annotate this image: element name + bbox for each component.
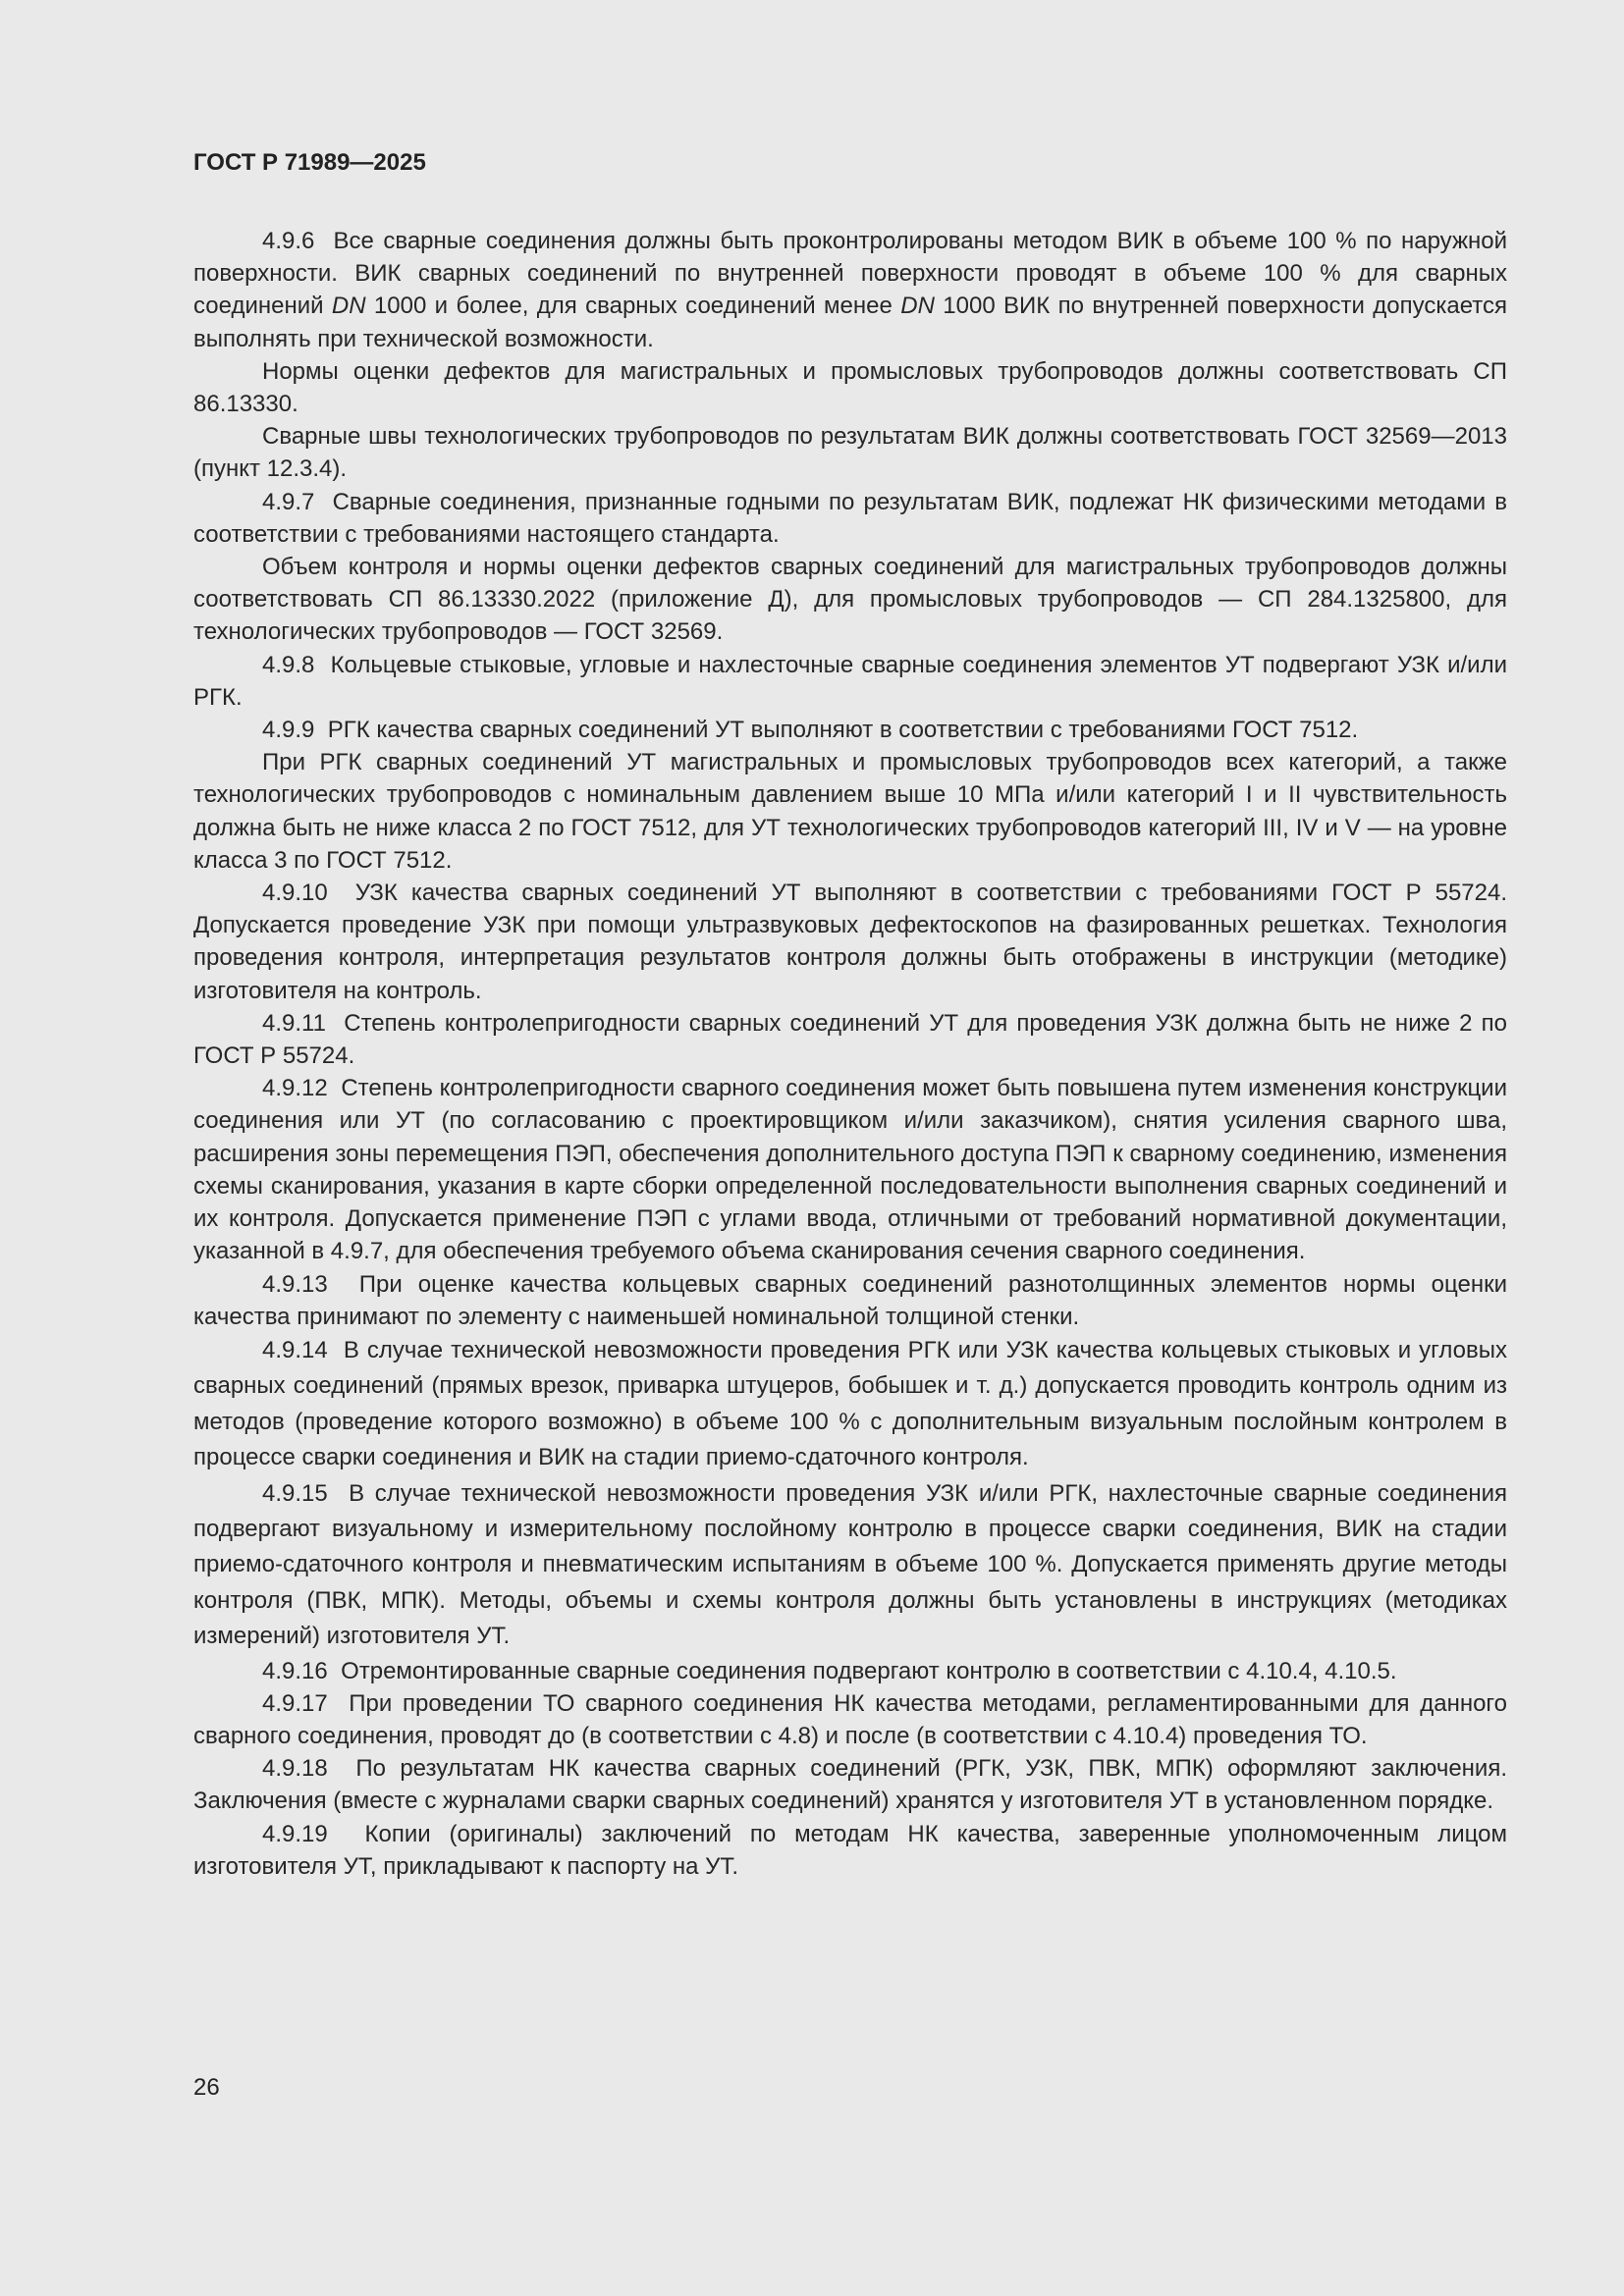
paragraph-text-italic: DN	[900, 293, 935, 320]
paragraph-text: УЗК качества сварных соединений УТ выполняют в соответствии с требованиями ГОСТ Р 55724. Допускается проведение УЗК при помощи ультразвуковых дефектоскопов на фазированных решетках. Технология проведения контроля, интерпретация результатов контроля должны быть отображены в инструкции (методике) изготовителя на контроль.	[193, 880, 1508, 1004]
paragraph-4-9-19	[193, 1818, 1507, 1883]
paragraph-text: РГК качества сварных соединений УТ выполняют в соответствии с требованиями ГОСТ 7512.	[327, 717, 1359, 744]
clause-number: 4.9.17	[262, 1689, 328, 1717]
clause-number: 4.9.8	[262, 651, 315, 678]
paragraph-text: 1000 ВИК по внутренней поверхности допускается выполнять при технической возможности.	[193, 293, 1508, 352]
paragraph-text: Степень контролепригодности сварных соединений УТ для проведения УЗК должна быть не ниже 2 по ГОСТ Р 55724.	[193, 1009, 1507, 1070]
paragraph-4-9-11	[193, 1007, 1507, 1072]
paragraph-4-9-6	[193, 225, 1507, 355]
paragraph-4-9-9	[193, 714, 1507, 746]
clause-number: 4.9.16	[262, 1657, 328, 1684]
paragraph-4-9-14	[193, 1333, 1507, 1476]
clause-number: 4.9.9	[262, 717, 315, 744]
clause-number: 4.9.7	[262, 488, 315, 515]
paragraph-text: В случае технической невозможности проведения РГК или УЗК качества кольцевых стыковых и угловых сварных соединений (прямых врезок, приварка штуцеров, бобышек и т. д.) допускается проводить контроль одним из методов (проведение которого возможно) в объеме 100 % с дополнительным визуальным послойным контролем в процессе сварки соединения и ВИК на стадии приемо-сдаточного контроля.	[193, 1336, 1507, 1471]
paragraph-text-italic: DN	[331, 293, 366, 320]
paragraph-text: При РГК сварных соединений УТ магистральных и промысловых трубопроводов всех категорий, а также технологических трубопроводов с номинальным давлением выше 10 МПа и/или категорий I и II чувствительность должна быть не ниже класса 2 по ГОСТ 7512, для УТ технологических трубопроводов категорий III, IV и V — на уровне класса 3 по ГОСТ 7512.	[193, 749, 1507, 874]
paragraph-text: Копии (оригиналы) заключений по методам НК качества, заверенные уполномоченным лицом изготовителя УТ, прикладывают к паспорту на УТ.	[193, 1820, 1508, 1880]
paragraph-4-9-17	[193, 1687, 1507, 1752]
paragraph-4-9-7	[193, 486, 1507, 551]
document-header: ГОСТ Р 71989—2025	[193, 149, 426, 176]
paragraph-4-9-13	[193, 1268, 1507, 1333]
paragraph	[193, 355, 1507, 420]
paragraph	[193, 746, 1507, 877]
document-body	[193, 225, 1507, 1883]
paragraph-text: Степень контролепригодности сварного соединения может быть повышена путем изменения конструкции соединения или УТ (по согласованию с проектировщиком и/или заказчиком), снятия усиления сварного шва, расширения зоны перемещения ПЭП, обеспечения дополнительного доступа ПЭП к сварному соединению, изменения схемы сканирования, указания в карте сборки определенной последовательности выполнения сварных соединений и их контроля. Допускается применение ПЭП с углами ввода, отличными от требований нормативной документации, указанной в 4.9.7, для обеспечения требуемого объема сканирования сечения сварного соединения.	[193, 1075, 1507, 1265]
page-number: 26	[193, 2074, 220, 2101]
paragraph-text: В случае технической невозможности проведения УЗК и/или РГК, нахлесточные сварные соединения подвергают визуальному и измерительному послойному контролю в процессе сварки соединения, ВИК на стадии приемо-сдаточного контроля и пневматическим испытаниям в объеме 100 %. Допускается применять другие методы контроля (ПВК, МПК). Методы, объемы и схемы контроля должны быть установлены в инструкциях (методиках измерений) изготовителя УТ.	[193, 1479, 1507, 1650]
paragraph-text: 1000 и более, для сварных соединений менее	[365, 293, 901, 320]
paragraph-text: При оценке качества кольцевых сварных соединений разнотолщинных элементов нормы оценки качества принимают по элементу с наименьшей номинальной толщиной стенки.	[193, 1270, 1507, 1330]
clause-number: 4.9.13	[262, 1270, 328, 1298]
paragraph-4-9-10	[193, 877, 1507, 1007]
paragraph-text: Сварные швы технологических трубопроводов по результатам ВИК должны соответствовать ГОСТ 32569—2013 (пункт 12.3.4).	[193, 423, 1507, 483]
clause-number: 4.9.14	[262, 1336, 328, 1363]
clause-number: 4.9.10	[262, 880, 328, 907]
clause-number: 4.9.19	[262, 1820, 328, 1847]
paragraph-4-9-15	[193, 1476, 1507, 1655]
paragraph	[193, 551, 1507, 649]
paragraph-text: Нормы оценки дефектов для магистральных и промысловых трубопроводов должны соответствовать СП 86.13330.	[193, 357, 1507, 418]
paragraph-4-9-12	[193, 1072, 1507, 1267]
clause-number: 4.9.18	[262, 1755, 328, 1783]
paragraph-text: Объем контроля и нормы оценки дефектов сварных соединений для магистральных трубопроводов должны соответствовать СП 86.13330.2022 (приложение Д), для промысловых трубопроводов — СП 284.1325800, для технологических трубопроводов — ГОСТ 32569.	[193, 554, 1507, 646]
paragraph-text: При проведении ТО сварного соединения НК качества методами, регламентированными для данного сварного соединения, проводят до (в соответствии с 4.8) и после (в соответствии с 4.10.4) проведения ТО.	[193, 1689, 1507, 1749]
paragraph-text: Кольцевые стыковые, угловые и нахлесточные сварные соединения элементов УТ подвергают УЗК и/или РГК.	[193, 651, 1508, 711]
clause-number: 4.9.11	[262, 1009, 326, 1037]
clause-number: 4.9.6	[262, 228, 315, 254]
clause-number: 4.9.12	[262, 1075, 328, 1102]
paragraph-4-9-8	[193, 649, 1507, 714]
paragraph	[193, 420, 1507, 485]
paragraph-4-9-18	[193, 1752, 1507, 1817]
paragraph-text: Отремонтированные сварные соединения подвергают контролю в соответствии с 4.10.4, 4.10.5.	[341, 1657, 1397, 1684]
paragraph-text: Все сварные соединения должны быть проконтролированы методом ВИК в объеме 100 % по наружной поверхности. ВИК сварных соединений по внутренней поверхности проводят в объеме 100 % для сварных соединений	[193, 228, 1507, 320]
paragraph-text: Сварные соединения, признанные годными по результатам ВИК, подлежат НК физическими методами в соответствии с требованиями настоящего стандарта.	[193, 488, 1507, 548]
clause-number: 4.9.15	[262, 1479, 328, 1507]
paragraph-text: По результатам НК качества сварных соединений (РГК, УЗК, ПВК, МПК) оформляют заключения. Заключения (вместе с журналами сварки сварных соединений) хранятся у изготовителя УТ в установленном порядке.	[193, 1755, 1507, 1815]
paragraph-4-9-16	[193, 1655, 1507, 1687]
